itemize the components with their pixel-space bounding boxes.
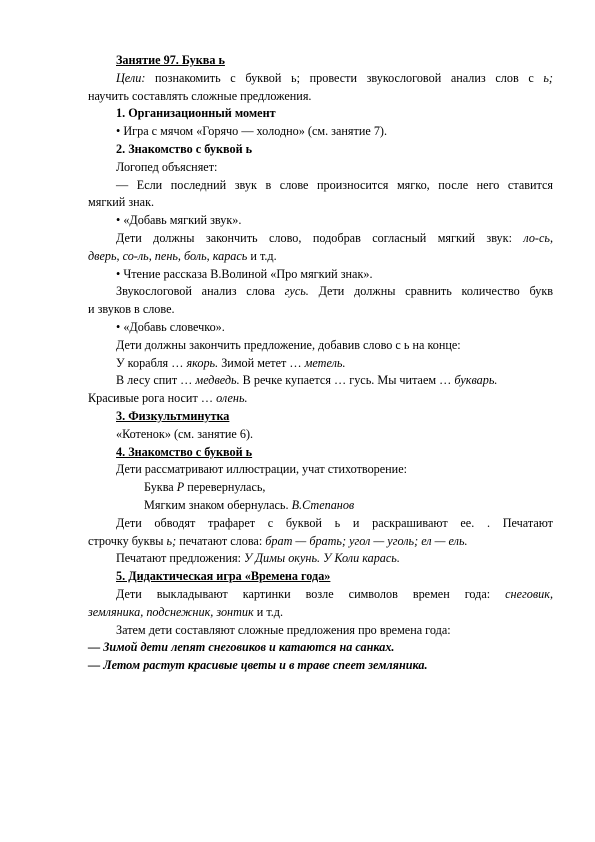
paragraph-finish-word-1: Дети должны закончить слово, подобрав согласный мягкий звук: ло-сь, — [116, 230, 553, 245]
goal-line-1: Цели: познакомить с буквой ь; провести звукослоговой анализ слов с ь; — [116, 70, 553, 85]
poem-line-1: Буква Р перевернулась, — [144, 480, 266, 495]
document-body — [88, 52, 553, 675]
goal-line-2: научить составлять сложные предложения. — [88, 88, 312, 103]
paragraph-kitten: «Котенок» (см. занятие 6). — [116, 426, 254, 441]
sentence-line-1: У корабля … якорь. Зимой метет … метель. — [116, 355, 346, 370]
example-winter: — Зимой дети лепят снеговиков и катаются на санках. — [88, 640, 395, 655]
paragraph-speech-therapist: Логопед объясняет: — [116, 159, 218, 174]
section-heading-2: 2. Знакомство с буквой ь — [116, 141, 253, 156]
section-heading-3: 3. Физкультминутка — [116, 408, 230, 423]
paragraph-complex-sentences: Затем дети составляют сложные предложения про времена года: — [116, 622, 451, 637]
paragraph-finish-sentence: Дети должны закончить предложение, добавив слово с ь на конце: — [116, 337, 461, 352]
section-heading-1: 1. Организационный момент — [116, 106, 276, 121]
sentence-line-2: В лесу спит … медведь. В речке купается … гусь. Мы читаем … букварь. — [116, 373, 498, 388]
bullet-reading-story: • Чтение рассказа В.Волиной «Про мягкий знак». — [116, 266, 373, 281]
paragraph-illustrations: Дети рассматривают иллюстрации, учат стихотворение: — [116, 462, 408, 477]
paragraph-explanation-1: — Если последний звук в слове произносится мягко, после него ставится — [116, 177, 553, 192]
bullet-add-word: • «Добавь словечко». — [116, 319, 225, 334]
paragraph-stencil-1: Дети обводят трафарет с буквой ь и раскрашивают ее. . Печатают — [116, 515, 553, 530]
example-summer: — Летом растут красивые цветы и в траве спеет земляника. — [88, 658, 428, 673]
lesson-title: Занятие 97. Буква ь — [116, 53, 225, 67]
goal-label: Цели: — [116, 70, 146, 85]
paragraph-analysis-2: и звуков в слове. — [88, 302, 175, 317]
section-heading-5: 5. Дидактическая игра «Времена года» — [116, 569, 331, 584]
section-heading-4: 4. Знакомство с буквой ь — [116, 444, 253, 459]
poem-line-2: Мягким знаком обернулась. В.Степанов — [144, 497, 355, 512]
paragraph-stencil-2: строчку буквы ь; печатают слова: брат — брать; угол — уголь; ел — ель. — [88, 533, 468, 548]
bullet-add-soft-sound: • «Добавь мягкий звук». — [116, 213, 242, 228]
paragraph-seasons-2: земляника, подснежник, зонтик и т.д. — [88, 604, 284, 619]
paragraph-seasons-1: Дети выкладывают картинки возле символов времен года: снеговик, — [116, 586, 553, 601]
paragraph-analysis-1: Звукослоговой анализ слова гусь. Дети должны сравнить количество букв — [116, 284, 553, 299]
sentence-line-3: Красивые рога носит … олень. — [88, 391, 248, 406]
paragraph-finish-word-2: дверь, со-ль, пень, боль, карась и т.д. — [88, 248, 277, 263]
bullet-game-ball: • Игра с мячом «Горячо — холодно» (см. занятие 7). — [116, 124, 388, 139]
paragraph-print-sentences: Печатают предложения: У Димы окунь. У Коли карась. — [116, 551, 400, 566]
paragraph-explanation-2: мягкий знак. — [88, 195, 155, 210]
